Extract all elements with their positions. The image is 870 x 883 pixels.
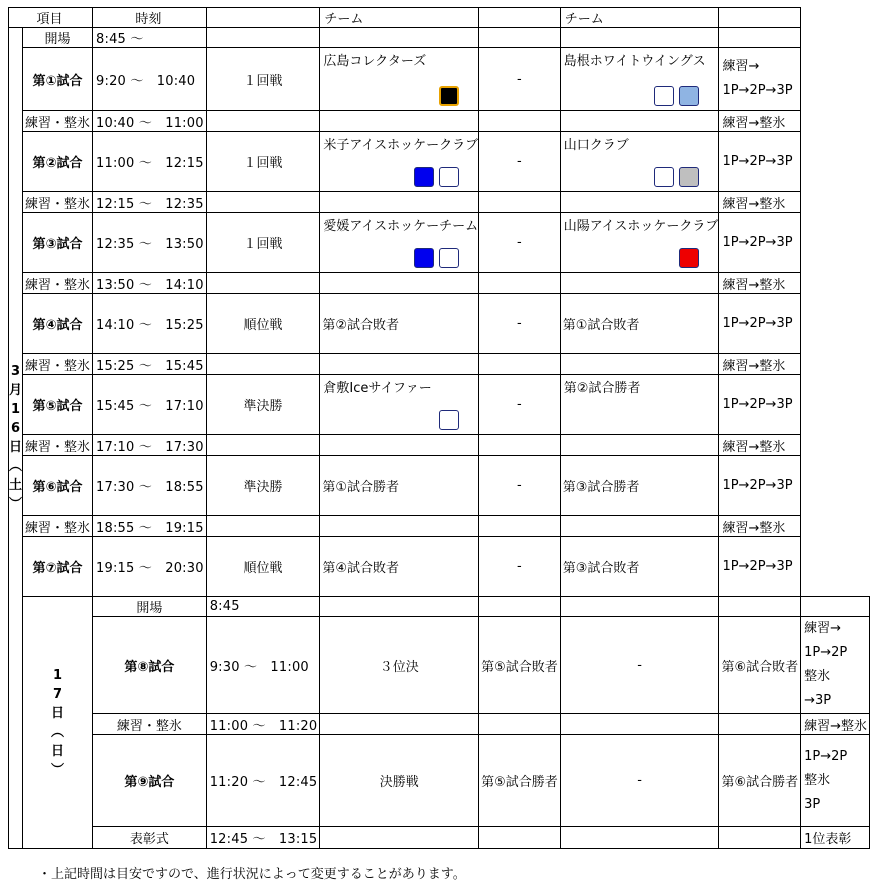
empty-cell — [560, 192, 719, 213]
jersey-color-swatch — [439, 167, 459, 187]
note-line: 1P→2P→3P — [722, 558, 793, 574]
jersey-color-swatch — [414, 248, 434, 268]
empty-cell — [479, 516, 561, 537]
note-line: 1P→2P→3P — [722, 234, 793, 250]
header-row — [9, 8, 870, 28]
team-name: 米子アイスホッケークラブ — [323, 138, 479, 153]
practice-row — [9, 111, 870, 132]
team-b: 第③試合勝者 — [560, 456, 719, 516]
note-line: 練習→ — [804, 621, 841, 636]
empty-cell — [320, 354, 479, 375]
day-char: ︵ — [9, 459, 23, 474]
practice-label: 練習・整氷 — [23, 111, 93, 132]
empty-cell — [320, 28, 479, 48]
game-time: 11:20 ～ 12:45 — [206, 735, 320, 827]
note-line: 1P→2P→3P — [722, 396, 793, 412]
practice-label: 練習・整氷 — [23, 192, 93, 213]
game-note — [719, 48, 801, 111]
ceremony-row — [9, 827, 870, 849]
game-time: 15:45 ～ 17:10 — [93, 375, 207, 435]
vs-dash: - — [560, 617, 719, 714]
header-team-a: チーム — [320, 8, 479, 28]
empty-cell — [479, 28, 561, 48]
game-round: 準決勝 — [206, 375, 320, 435]
game-note — [719, 294, 801, 354]
team-a — [320, 48, 479, 111]
game-round: ３位決 — [320, 617, 479, 714]
day-char: 6 — [10, 421, 21, 436]
game-note — [719, 456, 801, 516]
empty-cell — [206, 28, 320, 48]
empty-cell — [479, 597, 561, 617]
empty-cell — [206, 435, 320, 456]
practice-row — [9, 273, 870, 294]
team-name: 島根ホワイトウイングス — [563, 54, 706, 69]
note-line: →3P — [804, 693, 832, 708]
empty-cell — [320, 111, 479, 132]
vs-dash: - — [479, 213, 561, 273]
practice-label: 練習・整氷 — [93, 714, 207, 735]
team-name: 山陽アイスホッケークラブ — [563, 219, 719, 234]
note-line: 1P→2P — [804, 748, 848, 764]
game-row — [9, 456, 870, 516]
day-char: 1 — [53, 667, 63, 683]
team-a: 第①試合勝者 — [320, 456, 479, 516]
day-char: 1 — [10, 402, 21, 417]
ceremony-label: 表彰式 — [93, 827, 207, 849]
game-row — [9, 294, 870, 354]
note-line: 1P→2P→3P — [722, 315, 793, 331]
vs-dash: - — [479, 537, 561, 597]
note-line: 3P — [804, 796, 821, 812]
game-round: １回戦 — [206, 48, 320, 111]
practice-time: 18:55 ～ 19:15 — [93, 516, 207, 537]
team-name: 広島コレクターズ — [323, 54, 427, 69]
day-char: 7 — [53, 686, 63, 702]
day-label-mar16 — [9, 28, 23, 849]
ceremony-note: 1位表彰 — [801, 827, 870, 849]
game-note — [801, 735, 870, 827]
empty-cell — [479, 111, 561, 132]
team-name: 愛媛アイスホッケーチーム — [323, 219, 479, 234]
header-note — [719, 8, 801, 28]
team-b: 第⑥試合敗者 — [719, 617, 801, 714]
empty-cell — [560, 597, 719, 617]
game-round: 決勝戦 — [320, 735, 479, 827]
empty-cell — [320, 192, 479, 213]
practice-time: 17:10 ～ 17:30 — [93, 435, 207, 456]
empty-cell — [206, 354, 320, 375]
header-team-b: チーム — [560, 8, 719, 28]
game-row — [9, 213, 870, 273]
open-time: 8:45 — [206, 597, 320, 617]
footnote: ・上記時間は目安ですので、進行状況によって変更することがあります。 — [38, 867, 466, 882]
team-b: 第⑥試合勝者 — [719, 735, 801, 827]
open-row — [9, 28, 870, 48]
empty-cell — [719, 28, 801, 48]
schedule-table — [8, 7, 870, 849]
practice-label: 練習・整氷 — [23, 354, 93, 375]
empty-cell — [719, 714, 801, 735]
empty-cell — [320, 435, 479, 456]
game-label: 第③試合 — [23, 213, 93, 273]
empty-cell — [560, 273, 719, 294]
empty-cell — [479, 354, 561, 375]
team-a: 第⑤試合敗者 — [479, 617, 561, 714]
empty-cell — [320, 516, 479, 537]
game-label: 第⑤試合 — [23, 375, 93, 435]
practice-time: 15:25 ～ 15:45 — [93, 354, 207, 375]
empty-cell — [479, 435, 561, 456]
practice-time: 10:40 ～ 11:00 — [93, 111, 207, 132]
practice-row — [9, 192, 870, 213]
game-row — [9, 617, 870, 714]
jersey-color-swatch — [414, 167, 434, 187]
note-line: 1P→2P→3P — [722, 153, 793, 169]
jersey-color-swatch — [679, 167, 699, 187]
practice-time: 12:15 ～ 12:35 — [93, 192, 207, 213]
vs-dash: - — [560, 735, 719, 827]
game-row — [9, 48, 870, 111]
game-row — [9, 735, 870, 827]
note-line: 1P→2P — [804, 645, 848, 660]
game-round: 順位戦 — [206, 537, 320, 597]
jersey-color-swatch — [654, 86, 674, 106]
practice-note: 練習→整氷 — [719, 516, 801, 537]
team-b — [560, 375, 719, 435]
game-time: 11:00 ～ 12:15 — [93, 132, 207, 192]
header-time: 時刻 — [93, 8, 207, 28]
team-name: 山口クラブ — [563, 138, 629, 153]
vs-dash: - — [479, 294, 561, 354]
vs-dash: - — [479, 132, 561, 192]
practice-time: 11:00 ～ 11:20 — [206, 714, 320, 735]
game-round: １回戦 — [206, 213, 320, 273]
game-round: 準決勝 — [206, 456, 320, 516]
game-row — [9, 375, 870, 435]
practice-row — [9, 714, 870, 735]
header-item: 項目 — [9, 8, 93, 28]
empty-cell — [560, 516, 719, 537]
game-note — [801, 617, 870, 714]
team-b: 第③試合敗者 — [560, 537, 719, 597]
game-label: 第⑥試合 — [23, 456, 93, 516]
team-a — [320, 375, 479, 435]
practice-row — [9, 435, 870, 456]
game-note — [719, 213, 801, 273]
day-char: ︶ — [51, 762, 65, 778]
game-row — [9, 132, 870, 192]
empty-cell — [560, 111, 719, 132]
team-a — [320, 132, 479, 192]
empty-cell — [479, 714, 561, 735]
note-line: 1P→2P→3P — [722, 83, 793, 98]
game-time: 14:10 ～ 15:25 — [93, 294, 207, 354]
vs-dash: - — [479, 375, 561, 435]
game-label: 第⑨試合 — [93, 735, 207, 827]
empty-cell — [560, 435, 719, 456]
vs-dash: - — [479, 456, 561, 516]
day-char: 日 — [9, 440, 23, 455]
game-label: 第⑧試合 — [93, 617, 207, 714]
game-note — [719, 375, 801, 435]
note-line: 整氷 — [804, 772, 831, 788]
empty-cell — [206, 516, 320, 537]
empty-cell — [560, 714, 719, 735]
team-b — [560, 132, 719, 192]
team-a: 第②試合敗者 — [320, 294, 479, 354]
team-b: 第①試合敗者 — [560, 294, 719, 354]
empty-cell — [560, 354, 719, 375]
team-a: 第④試合敗者 — [320, 537, 479, 597]
game-time: 9:20 ～ 10:40 — [93, 48, 207, 111]
empty-cell — [479, 273, 561, 294]
day-label-mar17 — [23, 597, 93, 849]
game-label: 第②試合 — [23, 132, 93, 192]
practice-row — [9, 516, 870, 537]
practice-row — [9, 354, 870, 375]
jersey-color-swatch — [679, 86, 699, 106]
jersey-color-swatch — [679, 248, 699, 268]
empty-cell — [320, 714, 479, 735]
team-name: 第②試合勝者 — [563, 381, 641, 396]
game-round: 順位戦 — [206, 294, 320, 354]
header-dash — [479, 8, 561, 28]
day-char: 3 — [10, 364, 21, 379]
empty-cell — [560, 827, 719, 849]
game-note — [719, 132, 801, 192]
day-char: 日 — [51, 743, 65, 759]
empty-cell — [320, 273, 479, 294]
game-label: 第④試合 — [23, 294, 93, 354]
game-label: 第⑦試合 — [23, 537, 93, 597]
empty-cell — [206, 192, 320, 213]
game-time: 12:35 ～ 13:50 — [93, 213, 207, 273]
day-char: 月 — [9, 383, 23, 398]
note-line: 1P→2P→3P — [722, 477, 793, 493]
practice-time: 13:50 ～ 14:10 — [93, 273, 207, 294]
game-row — [9, 537, 870, 597]
empty-cell — [719, 827, 801, 849]
day-char: 土 — [9, 478, 23, 493]
practice-label: 練習・整氷 — [23, 273, 93, 294]
practice-label: 練習・整氷 — [23, 435, 93, 456]
empty-cell — [206, 273, 320, 294]
game-label: 第①試合 — [23, 48, 93, 111]
empty-cell — [479, 827, 561, 849]
practice-label: 練習・整氷 — [23, 516, 93, 537]
game-time: 19:15 ～ 20:30 — [93, 537, 207, 597]
day-char: ︵ — [51, 724, 65, 740]
team-b — [560, 213, 719, 273]
empty-cell — [320, 827, 479, 849]
empty-cell — [320, 597, 479, 617]
open-label: 開場 — [23, 28, 93, 48]
game-time: 9:30 ～ 11:00 — [206, 617, 320, 714]
note-line: 整氷 — [804, 669, 831, 684]
practice-note: 練習→整氷 — [719, 192, 801, 213]
game-time: 17:30 ～ 18:55 — [93, 456, 207, 516]
team-name: 倉敷Iceサイファー — [323, 381, 432, 396]
team-a — [320, 213, 479, 273]
header-round — [206, 8, 320, 28]
practice-note: 練習→整氷 — [719, 111, 801, 132]
vs-dash: - — [479, 48, 561, 111]
jersey-color-swatch — [439, 410, 459, 430]
day-char: 日 — [51, 705, 65, 721]
jersey-color-swatch — [439, 248, 459, 268]
practice-note: 練習→整氷 — [719, 435, 801, 456]
open-row-day2 — [9, 597, 870, 617]
empty-cell — [479, 192, 561, 213]
practice-note: 練習→整氷 — [719, 273, 801, 294]
game-round: １回戦 — [206, 132, 320, 192]
empty-cell — [801, 597, 870, 617]
team-a: 第⑤試合勝者 — [479, 735, 561, 827]
ceremony-time: 12:45 ～ 13:15 — [206, 827, 320, 849]
empty-cell — [206, 111, 320, 132]
open-time: 8:45 ～ — [93, 28, 207, 48]
game-note — [719, 537, 801, 597]
jersey-color-swatch — [439, 86, 459, 106]
jersey-color-swatch — [654, 167, 674, 187]
practice-note: 練習→整氷 — [801, 714, 870, 735]
day-char: ︶ — [9, 497, 23, 512]
empty-cell — [560, 28, 719, 48]
team-b — [560, 48, 719, 111]
empty-cell — [719, 597, 801, 617]
open-label: 開場 — [93, 597, 207, 617]
practice-note: 練習→整氷 — [719, 354, 801, 375]
note-line: 練習→ — [722, 59, 760, 74]
